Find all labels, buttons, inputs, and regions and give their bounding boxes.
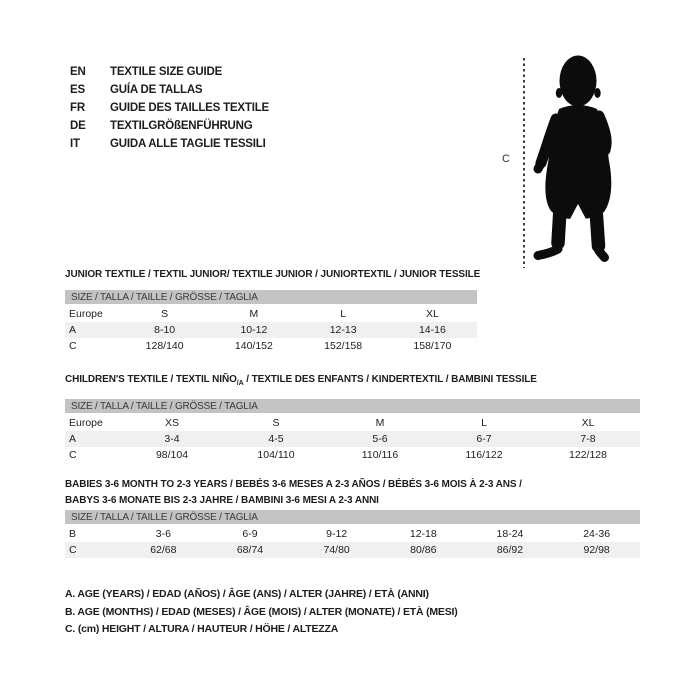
size-header-label: SIZE / TALLA / TAILLE / GRÖSSE / TAGLIA (65, 510, 640, 525)
language-row-it (70, 135, 269, 153)
size-cell: 3-6 (155, 528, 171, 540)
size-cell: L (481, 417, 487, 429)
size-cell: XL (581, 417, 595, 429)
row-label-cell: C (65, 542, 120, 558)
size-cell: 10-12 (209, 322, 298, 338)
size-cell: M (375, 417, 385, 429)
babies-size-table (65, 510, 640, 558)
title-text: CHILDREN'S TEXTILE / TEXTIL NIÑO (65, 374, 237, 385)
language-code: FR (70, 102, 85, 114)
row-label-cell: B (69, 528, 77, 540)
size-cell: 62/68 (120, 542, 207, 558)
babies-table-title-line2: BABYS 3-6 MONATE BIS 2-3 JAHRE / BAMBINI 3-6 MESI A 2-3 ANNI (65, 495, 379, 506)
size-cell: 8-10 (120, 322, 209, 338)
footnote-c: C. (cm) HEIGHT / ALTURA / HAUTEUR / HÖHE / ALTEZZA (65, 623, 339, 635)
language-label: GUÍA DE TALLAS (110, 84, 203, 96)
childrens-table-section (65, 372, 640, 463)
size-header-label: SIZE / TALLA / TAILLE / GRÖSSE / TAGLIA (65, 399, 640, 414)
size-cell: 74/80 (293, 542, 380, 558)
size-cell: S (272, 417, 280, 429)
language-code: ES (70, 84, 85, 96)
size-cell: 122/128 (569, 449, 607, 461)
size-cell: L (340, 308, 347, 320)
size-cell: 5-6 (328, 431, 432, 447)
row-label-cell: Europe (69, 417, 103, 429)
table-row (65, 305, 477, 322)
size-cell: 158/170 (413, 340, 452, 352)
size-cell: 68/74 (207, 542, 294, 558)
size-cell: 128/140 (145, 340, 184, 352)
language-code: IT (70, 138, 80, 150)
size-cell: 14-16 (388, 322, 477, 338)
language-code: DE (70, 120, 86, 132)
size-cell: 152/158 (324, 340, 363, 352)
size-cell: XS (164, 417, 179, 429)
size-cell: 18-24 (496, 528, 524, 540)
size-cell: 12-13 (299, 322, 388, 338)
row-label-cell: C (69, 340, 77, 352)
size-cell: 3-4 (120, 431, 224, 447)
size-header-bar (65, 510, 640, 525)
table-row (65, 525, 640, 542)
size-cell: 92/98 (553, 542, 640, 558)
table-row (65, 542, 640, 558)
language-row-es (70, 81, 269, 99)
language-label: TEXTILGRÖßENFÜHRUNG (110, 120, 253, 132)
junior-table-section (65, 267, 481, 354)
size-cell: 110/116 (361, 449, 399, 461)
size-cell: 24-36 (583, 528, 611, 540)
size-header-bar (65, 399, 640, 414)
size-cell: 80/86 (380, 542, 467, 558)
toddler-silhouette-icon (533, 53, 625, 265)
footnote-b: B. AGE (MONTHS) / EDAD (MESES) / ÂGE (MOIS) / ALTER (MONATE) / ETÀ (MESI) (65, 605, 458, 618)
childrens-size-table (65, 399, 640, 463)
junior-size-table (65, 290, 477, 354)
language-row-en (70, 63, 269, 81)
table-row (65, 338, 477, 354)
size-cell: 98/104 (155, 449, 189, 461)
size-header-bar (65, 290, 477, 305)
size-cell: 7-8 (536, 431, 640, 447)
size-cell: 140/152 (234, 340, 273, 352)
size-cell: 6-9 (242, 528, 258, 540)
junior-table-title: JUNIOR TEXTILE / TEXTIL JUNIOR/ TEXTILE JUNIOR / JUNIORTEXTIL / JUNIOR TESSILE (65, 269, 481, 280)
height-measure-label: C (502, 153, 510, 165)
language-row-de (70, 117, 269, 135)
babies-table-section (65, 477, 640, 558)
language-row-fr (70, 99, 269, 117)
size-cell: 12-18 (409, 528, 437, 540)
size-cell: XL (425, 308, 439, 320)
table-row (65, 322, 477, 338)
height-measure-dashed-line (523, 58, 525, 268)
title-text: / TEXTILE DES ENFANTS / KINDERTEXTIL / BAMBINI TESSILE (243, 374, 537, 385)
title-subscript: /A (236, 380, 244, 387)
row-label-cell: Europe (69, 308, 103, 320)
size-cell: 104/110 (257, 449, 295, 461)
language-code: EN (70, 66, 86, 78)
footnotes (65, 586, 458, 639)
row-label-cell: A (65, 322, 120, 338)
table-row (65, 414, 640, 431)
childrens-table-title (65, 372, 640, 392)
row-label-cell: C (69, 449, 77, 461)
size-cell: 116/122 (465, 449, 503, 461)
table-row (65, 447, 640, 463)
footnote-a: A. AGE (YEARS) / EDAD (AÑOS) / ÂGE (ANS) / ALTER (JAHRE) / ETÀ (ANNI) (65, 588, 429, 600)
size-cell: M (249, 308, 259, 320)
size-cell: 86/92 (467, 542, 554, 558)
language-header (70, 63, 269, 153)
language-label: GUIDE DES TAILLES TEXTILE (110, 102, 269, 114)
size-cell: 6-7 (432, 431, 536, 447)
row-label-cell: A (65, 431, 120, 447)
size-cell: S (161, 308, 169, 320)
size-cell: 9-12 (326, 528, 348, 540)
table-row (65, 431, 640, 447)
babies-table-title-line1: BABIES 3-6 MONTH TO 2-3 YEARS / BEBÉS 3-6 MESES A 2-3 AÑOS / BÉBÉS 3-6 MOIS À 2-3 ANS / (65, 479, 522, 490)
size-header-label: SIZE / TALLA / TAILLE / GRÖSSE / TAGLIA (65, 290, 477, 305)
size-cell: 4-5 (224, 431, 328, 447)
language-label: TEXTILE SIZE GUIDE (110, 66, 223, 78)
language-label: GUIDA ALLE TAGLIE TESSILI (110, 138, 266, 150)
